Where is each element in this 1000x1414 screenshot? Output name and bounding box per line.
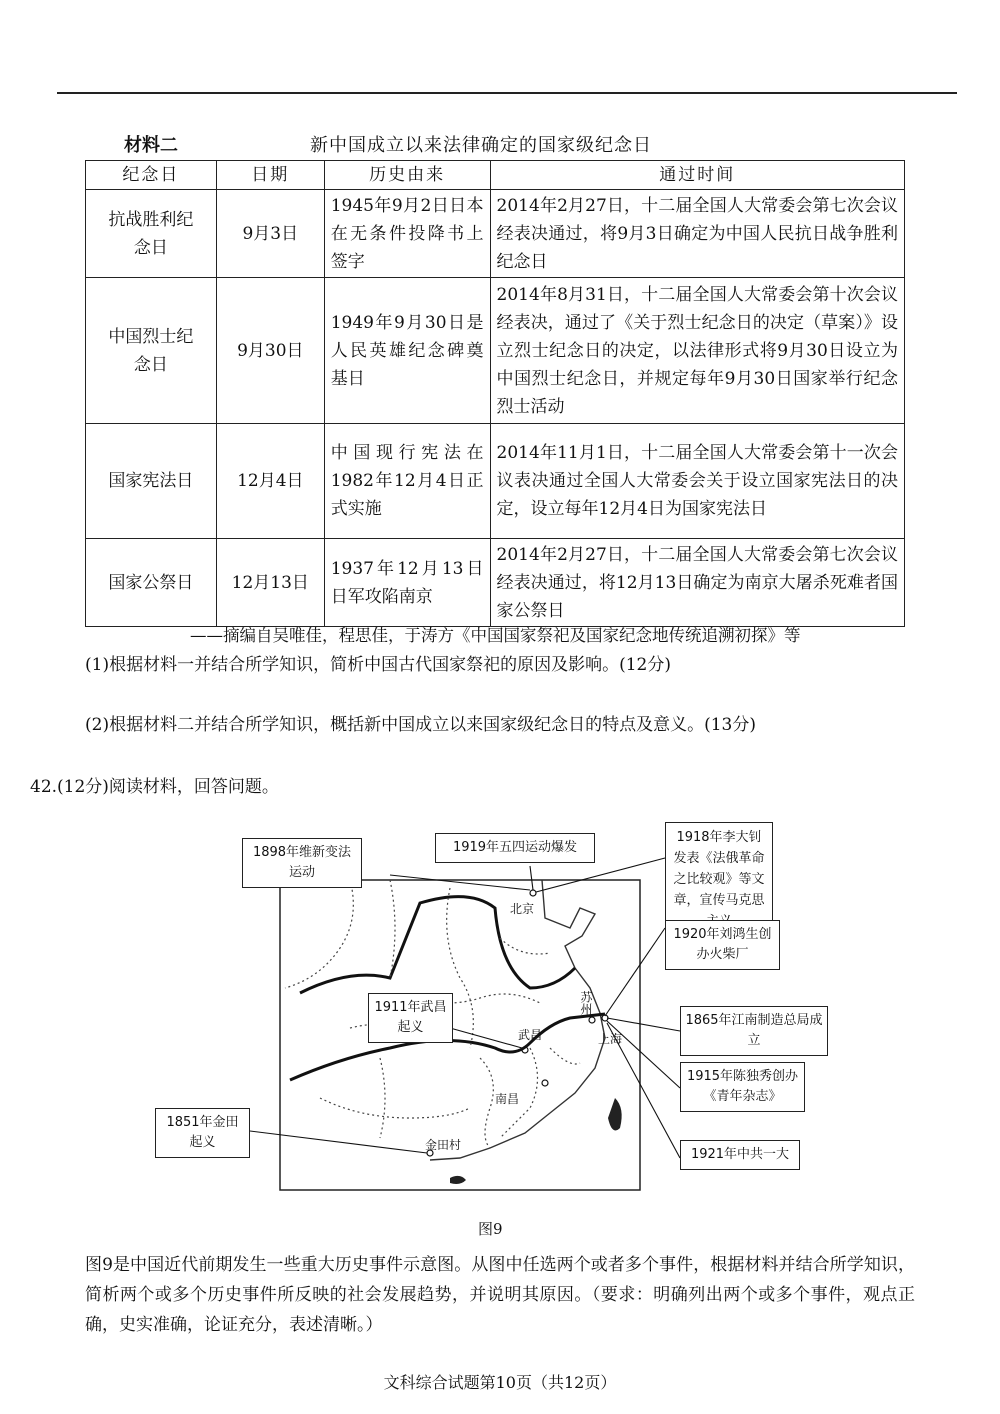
table-title: 新中国成立以来法律确定的国家级纪念日 (310, 135, 652, 156)
header-cell: 纪念日 (86, 161, 217, 190)
memorial-name: 中国烈士纪念日 (86, 278, 217, 424)
question-42-heading: 42.(12分)阅读材料，回答问题。 (30, 777, 279, 797)
memorial-date: 12月13日 (216, 539, 324, 627)
coastline (430, 880, 605, 1160)
figure-caption: 图9 (478, 1220, 503, 1238)
memorial-passed: 2014年2月27日，十二届全国人大常委会第七次会议经表决通过，将9月3日确定为中国人民抗日战争胜利纪念日 (490, 190, 904, 278)
callout-1865-jiangnan: 1865年江南制造总局成立 (680, 1006, 828, 1056)
memorial-name: 国家公祭日 (86, 539, 217, 627)
memorial-origin: 1949年9月30日是人民英雄纪念碑奠基日 (324, 278, 490, 424)
hainan (450, 1176, 466, 1184)
memorial-date: 12月4日 (216, 424, 324, 539)
source-citation: ——摘编自吴唯佳，程思佳，于涛方《中国国家祭祀及国家纪念地传统追溯初探》等 (190, 626, 801, 645)
material-label: 材料二 (124, 135, 178, 156)
nanchang-marker (542, 1080, 548, 1086)
question-2: (2)根据材料二并结合所学知识，概括新中国成立以来国家级纪念日的特点及意义。(13分) (85, 715, 756, 735)
callout-1851-jintian: 1851年金田起义 (155, 1108, 250, 1158)
table-row (86, 278, 905, 424)
memorial-days-table (85, 160, 905, 627)
table-header-row (86, 161, 905, 190)
page-footer: 文科综合试题第10页（共12页） (383, 1373, 617, 1392)
callout-1919-may4th: 1919年五四运动爆发 (435, 833, 595, 863)
header-cell: 日期 (216, 161, 324, 190)
map-label-shanghai: 上海 (598, 1032, 623, 1046)
map-label-suzhou: 苏州 (579, 991, 593, 1015)
map-label-wuchang: 武昌 (518, 1028, 543, 1042)
question-42-task: 图9是中国近代前期发生一些重大历史事件示意图。从图中任选两个或者多个事件，根据材料并结合所学知识，简析两个或多个历史事件所反映的社会发展趋势，并说明其原因。（要求：明确列出两个或多个事件，观点正确，史实准确，论证充分，表述清晰。） (85, 1255, 915, 1335)
callout-1920-liuhongsheng: 1920年刘鸿生创办火柴厂 (665, 920, 780, 970)
map-label-nanchang: 南昌 (495, 1092, 520, 1106)
callout-1918-lidazhao: 1918年李大钊发表《法俄革命之比较观》等文章，宣传马克思 (665, 822, 773, 937)
callout-1911-wuchang: 1911年武昌起义 (368, 993, 453, 1043)
table-row (86, 190, 905, 278)
table-row (86, 424, 905, 539)
beijing-marker (530, 890, 536, 896)
callout-1921-cpc: 1921年中共一大 (680, 1140, 800, 1170)
memorial-origin: 1937年12月13日日军攻陷南京 (324, 539, 490, 627)
memorial-origin: 中国现行宪法在1982年12月4日正式实施 (324, 424, 490, 539)
question-1: (1)根据材料一并结合所学知识，简析中国古代国家祭祀的原因及影响。(12分) (85, 655, 671, 675)
taiwan (608, 1098, 622, 1130)
callout-1898-reform: 1898年维新变法运动 (242, 838, 362, 888)
figure-9-map (150, 818, 840, 1193)
header-cell: 历史由来 (324, 161, 490, 190)
top-rule (57, 92, 957, 94)
suzhou-marker (589, 1017, 595, 1023)
map-label-beijing: 北京 (510, 902, 535, 916)
memorial-origin: 1945年9月2日日本在无条件投降书上签字 (324, 190, 490, 278)
memorial-date: 9月30日 (216, 278, 324, 424)
callout-1915-chenduxiu: 1915年陈独秀创办《青年杂志》 (680, 1062, 805, 1112)
table-row (86, 539, 905, 627)
memorial-date: 9月3日 (216, 190, 324, 278)
memorial-passed: 2014年11月1日，十二届全国人大常委会第十一次会议表决通过全国人大常委会关于设立国家宪法日的决定，设立每年12月4日为国家宪法日 (490, 424, 904, 539)
memorial-name: 国家宪法日 (86, 424, 217, 539)
memorial-passed: 2014年8月31日，十二届全国人大常委会第十次会议经表决，通过了《关于烈士纪念日的决定（草案）》设立烈士纪念日的决定，以法律形式将9月30日设立为中国烈士纪念日，并规定每年9月30日国家举行纪念烈士活动 (490, 278, 904, 424)
header-cell: 通过时间 (490, 161, 904, 190)
memorial-passed: 2014年2月27日，十二届全国人大常委会第七次会议经表决通过，将12月13日确定为南京大屠杀死难者国家公祭日 (490, 539, 904, 627)
memorial-name: 抗战胜利纪念日 (86, 190, 217, 278)
map-label-jintian: 金田村 (425, 1138, 462, 1152)
